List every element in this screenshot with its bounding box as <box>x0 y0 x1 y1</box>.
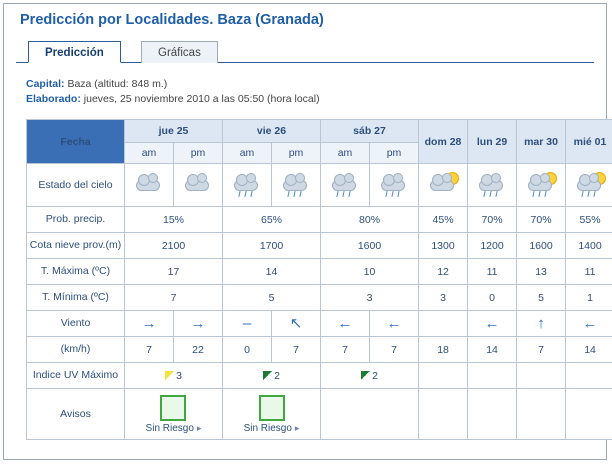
header-day-sab27: sáb 27 <box>321 120 419 143</box>
row-prob-precip <box>27 207 612 233</box>
cell-tmin-mie01: 1 <box>566 285 612 311</box>
meta-capital-label: Capital: <box>26 78 65 90</box>
aviso-label: Sin Riesgo ▸ <box>145 422 202 434</box>
cell-prob-mie01: 55% <box>566 207 612 233</box>
uv-value-wrap <box>361 370 378 382</box>
cell-viento-vie-pm <box>272 311 321 337</box>
cell-viento-jue-pm <box>174 311 223 337</box>
cell-kmh-vie-am: 0 <box>223 337 272 363</box>
meta-elaborado-value: jueves, 25 noviembre 2010 a las 05:50 (hora local) <box>83 93 320 105</box>
header-ampm-sab-pm: pm <box>370 143 419 164</box>
cell-tmin-mar30: 5 <box>517 285 566 311</box>
cell-kmh-lun29: 14 <box>468 337 517 363</box>
page-title: Predicción por Localidades. Baza (Granada) <box>20 12 324 28</box>
cell-prob-mar30: 70% <box>517 207 566 233</box>
forecast-table <box>26 119 612 440</box>
tab-prediccion[interactable]: Predicción <box>28 41 121 63</box>
cell-tmax-jue25: 17 <box>125 259 223 285</box>
wind-arrow-icon: ↖ <box>289 315 303 332</box>
uv-value-wrap <box>263 370 280 382</box>
cell-kmh-dom28: 18 <box>419 337 468 363</box>
meta-capital <box>26 77 606 92</box>
cell-viento-mie01 <box>566 311 612 337</box>
cell-aviso-mar30 <box>517 389 566 440</box>
cell-tmax-mar30: 13 <box>517 259 566 285</box>
cell-tmax-dom28: 12 <box>419 259 468 285</box>
cell-sky-dom28 <box>419 164 468 207</box>
cell-sky-mar30 <box>517 164 566 207</box>
cell-viento-mar30 <box>517 311 566 337</box>
chevron-right-icon: ▸ <box>294 422 300 433</box>
wind-arrow-icon: → <box>141 315 157 332</box>
wind-arrow-icon: ↑ <box>537 315 545 332</box>
wind-arrow-icon: ← <box>386 315 402 332</box>
sun-cloud-icon <box>426 171 460 197</box>
cell-viento-sab-pm <box>370 311 419 337</box>
aviso-label: Sin Riesgo ▸ <box>243 422 300 434</box>
wind-arrow-icon: ← <box>582 315 598 332</box>
label-prob-precip: Prob. precip. <box>27 207 125 233</box>
cell-uv-lun29 <box>468 363 517 389</box>
header-ampm-jue-am: am <box>125 143 174 164</box>
tab-bar <box>16 38 594 63</box>
uv-flag-icon <box>263 371 272 380</box>
wind-arrow-icon: → <box>190 315 206 332</box>
cell-aviso-mie01 <box>566 389 612 440</box>
cell-sky-mie01 <box>566 164 612 207</box>
rain-cloud-icon <box>328 171 362 197</box>
cell-tmax-sab27: 10 <box>321 259 419 285</box>
label-estado-cielo: Estado del cielo <box>27 164 125 207</box>
header-ampm-vie-pm: pm <box>272 143 321 164</box>
cell-uv-sab27 <box>321 363 419 389</box>
cell-kmh-sab-pm: 7 <box>370 337 419 363</box>
rain-cloud-icon <box>475 171 509 197</box>
cell-kmh-jue-pm: 22 <box>174 337 223 363</box>
cell-cota-sab27: 1600 <box>321 233 419 259</box>
forecast-meta <box>26 77 606 107</box>
cell-cota-lun29: 1200 <box>468 233 517 259</box>
uv-flag-icon <box>165 371 174 380</box>
header-day-vie26: vie 26 <box>223 120 321 143</box>
cell-aviso-vie26[interactable] <box>223 389 321 440</box>
row-estado-cielo <box>27 164 612 207</box>
header-ampm-vie-am: am <box>223 143 272 164</box>
chevron-right-icon: ▸ <box>196 422 202 433</box>
cell-tmin-sab27: 3 <box>321 285 419 311</box>
label-temp-minima: T. Mínima (ºC) <box>27 285 125 311</box>
cell-aviso-jue25[interactable] <box>125 389 223 440</box>
cell-viento-lun29 <box>468 311 517 337</box>
cell-uv-vie26 <box>223 363 321 389</box>
sun-rain-icon <box>524 171 558 197</box>
cell-sky-sab-am <box>321 164 370 207</box>
cell-tmax-mie01: 11 <box>566 259 612 285</box>
cell-tmin-jue25: 7 <box>125 285 223 311</box>
header-day-dom28: dom 28 <box>419 120 468 164</box>
uv-flag-icon <box>361 371 370 380</box>
wind-arrow-icon: ← <box>337 315 353 332</box>
meta-elaborado-label: Elaborado: <box>26 93 81 105</box>
cell-tmax-lun29: 11 <box>468 259 517 285</box>
cell-sky-jue-am <box>125 164 174 207</box>
label-kmh: (km/h) <box>27 337 125 363</box>
cell-uv-mar30 <box>517 363 566 389</box>
cell-aviso-sab27 <box>321 389 419 440</box>
label-avisos: Avisos <box>27 389 125 440</box>
rain-cloud-icon <box>377 171 411 197</box>
row-avisos <box>27 389 612 440</box>
cell-viento-jue-am <box>125 311 174 337</box>
header-day-lun29: lun 29 <box>468 120 517 164</box>
meta-elaborado <box>26 92 606 107</box>
row-temp-minima <box>27 285 612 311</box>
cell-sky-jue-pm <box>174 164 223 207</box>
cell-prob-jue25: 15% <box>125 207 223 233</box>
cell-uv-mie01 <box>566 363 612 389</box>
cell-aviso-lun29 <box>468 389 517 440</box>
label-indice-uv: Indice UV Máximo <box>27 363 125 389</box>
row-kmh <box>27 337 612 363</box>
header-day-mie01: mié 01 <box>566 120 612 164</box>
cell-viento-sab-am <box>321 311 370 337</box>
cloudy-icon <box>132 171 166 197</box>
aviso-green-icon <box>259 395 285 421</box>
header-day-mar30: mar 30 <box>517 120 566 164</box>
table-header-days <box>27 120 612 143</box>
uv-value: 2 <box>372 369 378 382</box>
cell-aviso-dom28 <box>419 389 468 440</box>
cell-tmax-vie26: 14 <box>223 259 321 285</box>
cell-prob-vie26: 65% <box>223 207 321 233</box>
row-viento <box>27 311 612 337</box>
cell-sky-vie-am <box>223 164 272 207</box>
wind-arrow-icon: – <box>242 315 252 332</box>
cell-prob-sab27: 80% <box>321 207 419 233</box>
cell-kmh-jue-am: 7 <box>125 337 174 363</box>
rain-cloud-icon <box>279 171 313 197</box>
cell-cota-dom28: 1300 <box>419 233 468 259</box>
cloudy-icon <box>181 171 215 197</box>
cell-sky-lun29 <box>468 164 517 207</box>
cell-kmh-mie01: 14 <box>566 337 612 363</box>
label-temp-maxima: T. Máxima (ºC) <box>27 259 125 285</box>
header-ampm-sab-am: am <box>321 143 370 164</box>
cell-uv-dom28 <box>419 363 468 389</box>
row-cota-nieve <box>27 233 612 259</box>
rain-cloud-icon <box>230 171 264 197</box>
cell-cota-vie26: 1700 <box>223 233 321 259</box>
label-viento: Viento <box>27 311 125 337</box>
cell-tmin-dom28: 3 <box>419 285 468 311</box>
meta-capital-value: Baza (altitud: 848 m.) <box>67 78 168 90</box>
cell-tmin-lun29: 0 <box>468 285 517 311</box>
cell-cota-jue25: 2100 <box>125 233 223 259</box>
cell-viento-dom28 <box>419 311 468 337</box>
cell-prob-lun29: 70% <box>468 207 517 233</box>
page-frame <box>3 3 607 460</box>
cell-prob-dom28: 45% <box>419 207 468 233</box>
wind-arrow-icon: ← <box>484 315 500 332</box>
tab-graficas[interactable]: Gráficas <box>141 41 218 63</box>
label-cota-nieve: Cota nieve prov.(m) <box>27 233 125 259</box>
cell-kmh-vie-pm: 7 <box>272 337 321 363</box>
cell-uv-jue25 <box>125 363 223 389</box>
row-indice-uv <box>27 363 612 389</box>
cell-tmin-vie26: 5 <box>223 285 321 311</box>
cell-sky-vie-pm <box>272 164 321 207</box>
uv-value: 3 <box>176 369 182 382</box>
cell-kmh-mar30: 7 <box>517 337 566 363</box>
header-fecha: Fecha <box>27 120 125 164</box>
cell-cota-mar30: 1600 <box>517 233 566 259</box>
uv-value-wrap <box>165 370 182 382</box>
sun-rain-icon <box>573 171 607 197</box>
uv-value: 2 <box>274 369 280 382</box>
cell-kmh-sab-am: 7 <box>321 337 370 363</box>
aviso-green-icon <box>160 395 186 421</box>
cell-viento-vie-am <box>223 311 272 337</box>
header-day-jue25: jue 25 <box>125 120 223 143</box>
cell-cota-mie01: 1400 <box>566 233 612 259</box>
header-ampm-jue-pm: pm <box>174 143 223 164</box>
cell-sky-sab-pm <box>370 164 419 207</box>
row-temp-maxima <box>27 259 612 285</box>
aviso-block[interactable] <box>146 395 202 434</box>
aviso-block[interactable] <box>244 395 300 434</box>
